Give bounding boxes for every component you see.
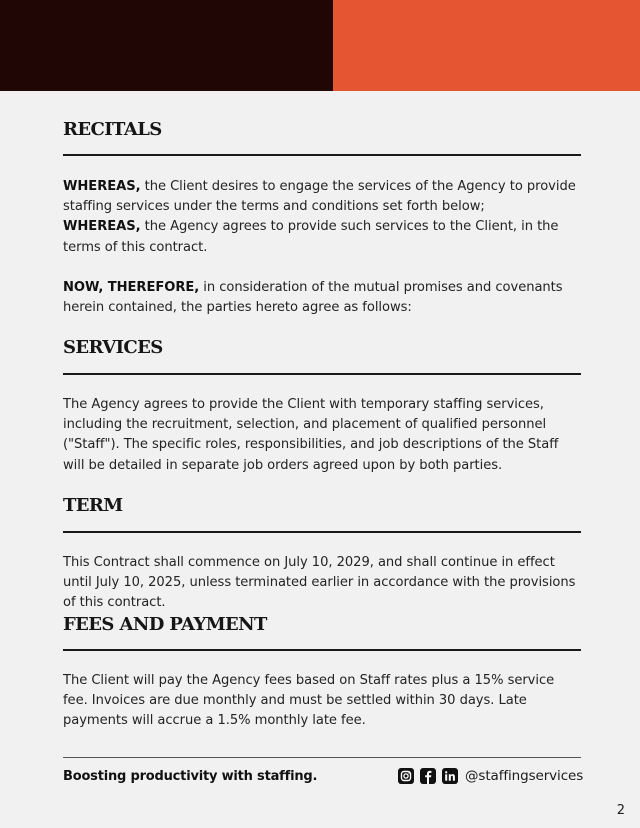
page-number: 2: [616, 803, 625, 818]
fees-section: [63, 614, 581, 732]
fees-rule: [63, 649, 581, 651]
now-therefore-text: in consideration of the mutual promises and covenants herein contained, the parties hereto agree as follows:: [63, 279, 563, 316]
social-handle[interactable]: @staffingservices: [465, 768, 584, 784]
term-heading: TERM: [63, 495, 123, 516]
instagram-icon[interactable]: [398, 768, 414, 784]
services-paragraph: The Agency agrees to provide the Client with temporary staffing services, including the recruitment, selection, and placement of qualified personnel ("Staff"). The specific roles, responsibilities, and job descriptions of the Staff will be detailed in separate job orders agreed upon by both parties.: [63, 397, 559, 473]
term-section: [63, 495, 581, 614]
recitals-heading: RECITALS: [63, 119, 162, 140]
banner-dark-block: [0, 0, 333, 91]
linkedin-icon[interactable]: [442, 768, 458, 784]
facebook-icon[interactable]: [420, 768, 436, 784]
services-rule: [63, 373, 581, 375]
recitals-paragraph-1: [63, 177, 581, 217]
whereas-1-bold: WHEREAS,: [63, 179, 141, 194]
banner-orange-block: [333, 0, 640, 91]
social-links: [398, 768, 583, 784]
services-section: [63, 337, 581, 476]
recitals-rule: [63, 154, 581, 156]
now-therefore-bold: NOW, THEREFORE,: [63, 279, 200, 295]
header-banner: [0, 0, 640, 91]
whereas-2-text: the Agency agrees to provide such services to the Client, in the terms of this contract.: [63, 219, 559, 255]
recitals-paragraph-3: [63, 278, 581, 318]
footer-tagline: Boosting productivity with staffing.: [63, 769, 318, 784]
whereas-2-bold: WHEREAS,: [63, 219, 141, 235]
footer-divider: [63, 757, 581, 758]
recitals-section: [63, 119, 581, 318]
whereas-1-text: the Client desires to engage the services of the Agency to provide staffing services under the terms and conditions set forth below;: [63, 179, 576, 215]
term-rule: [63, 531, 581, 533]
term-paragraph: This Contract shall commence on July 10, 2029, and shall continue in effect until July 10, 2025, unless terminated earlier in accordance with the provisions of this contract.: [63, 555, 576, 611]
fees-heading: FEES AND PAYMENT: [63, 614, 267, 635]
services-heading: SERVICES: [63, 337, 163, 358]
recitals-paragraph-2: [63, 217, 581, 257]
fees-paragraph: The Client will pay the Agency fees based on Staff rates plus a 15% service fee. Invoices are due monthly and must be settled within 30 days. Late payments will accrue a 1.5% monthly late fee.: [63, 673, 555, 729]
